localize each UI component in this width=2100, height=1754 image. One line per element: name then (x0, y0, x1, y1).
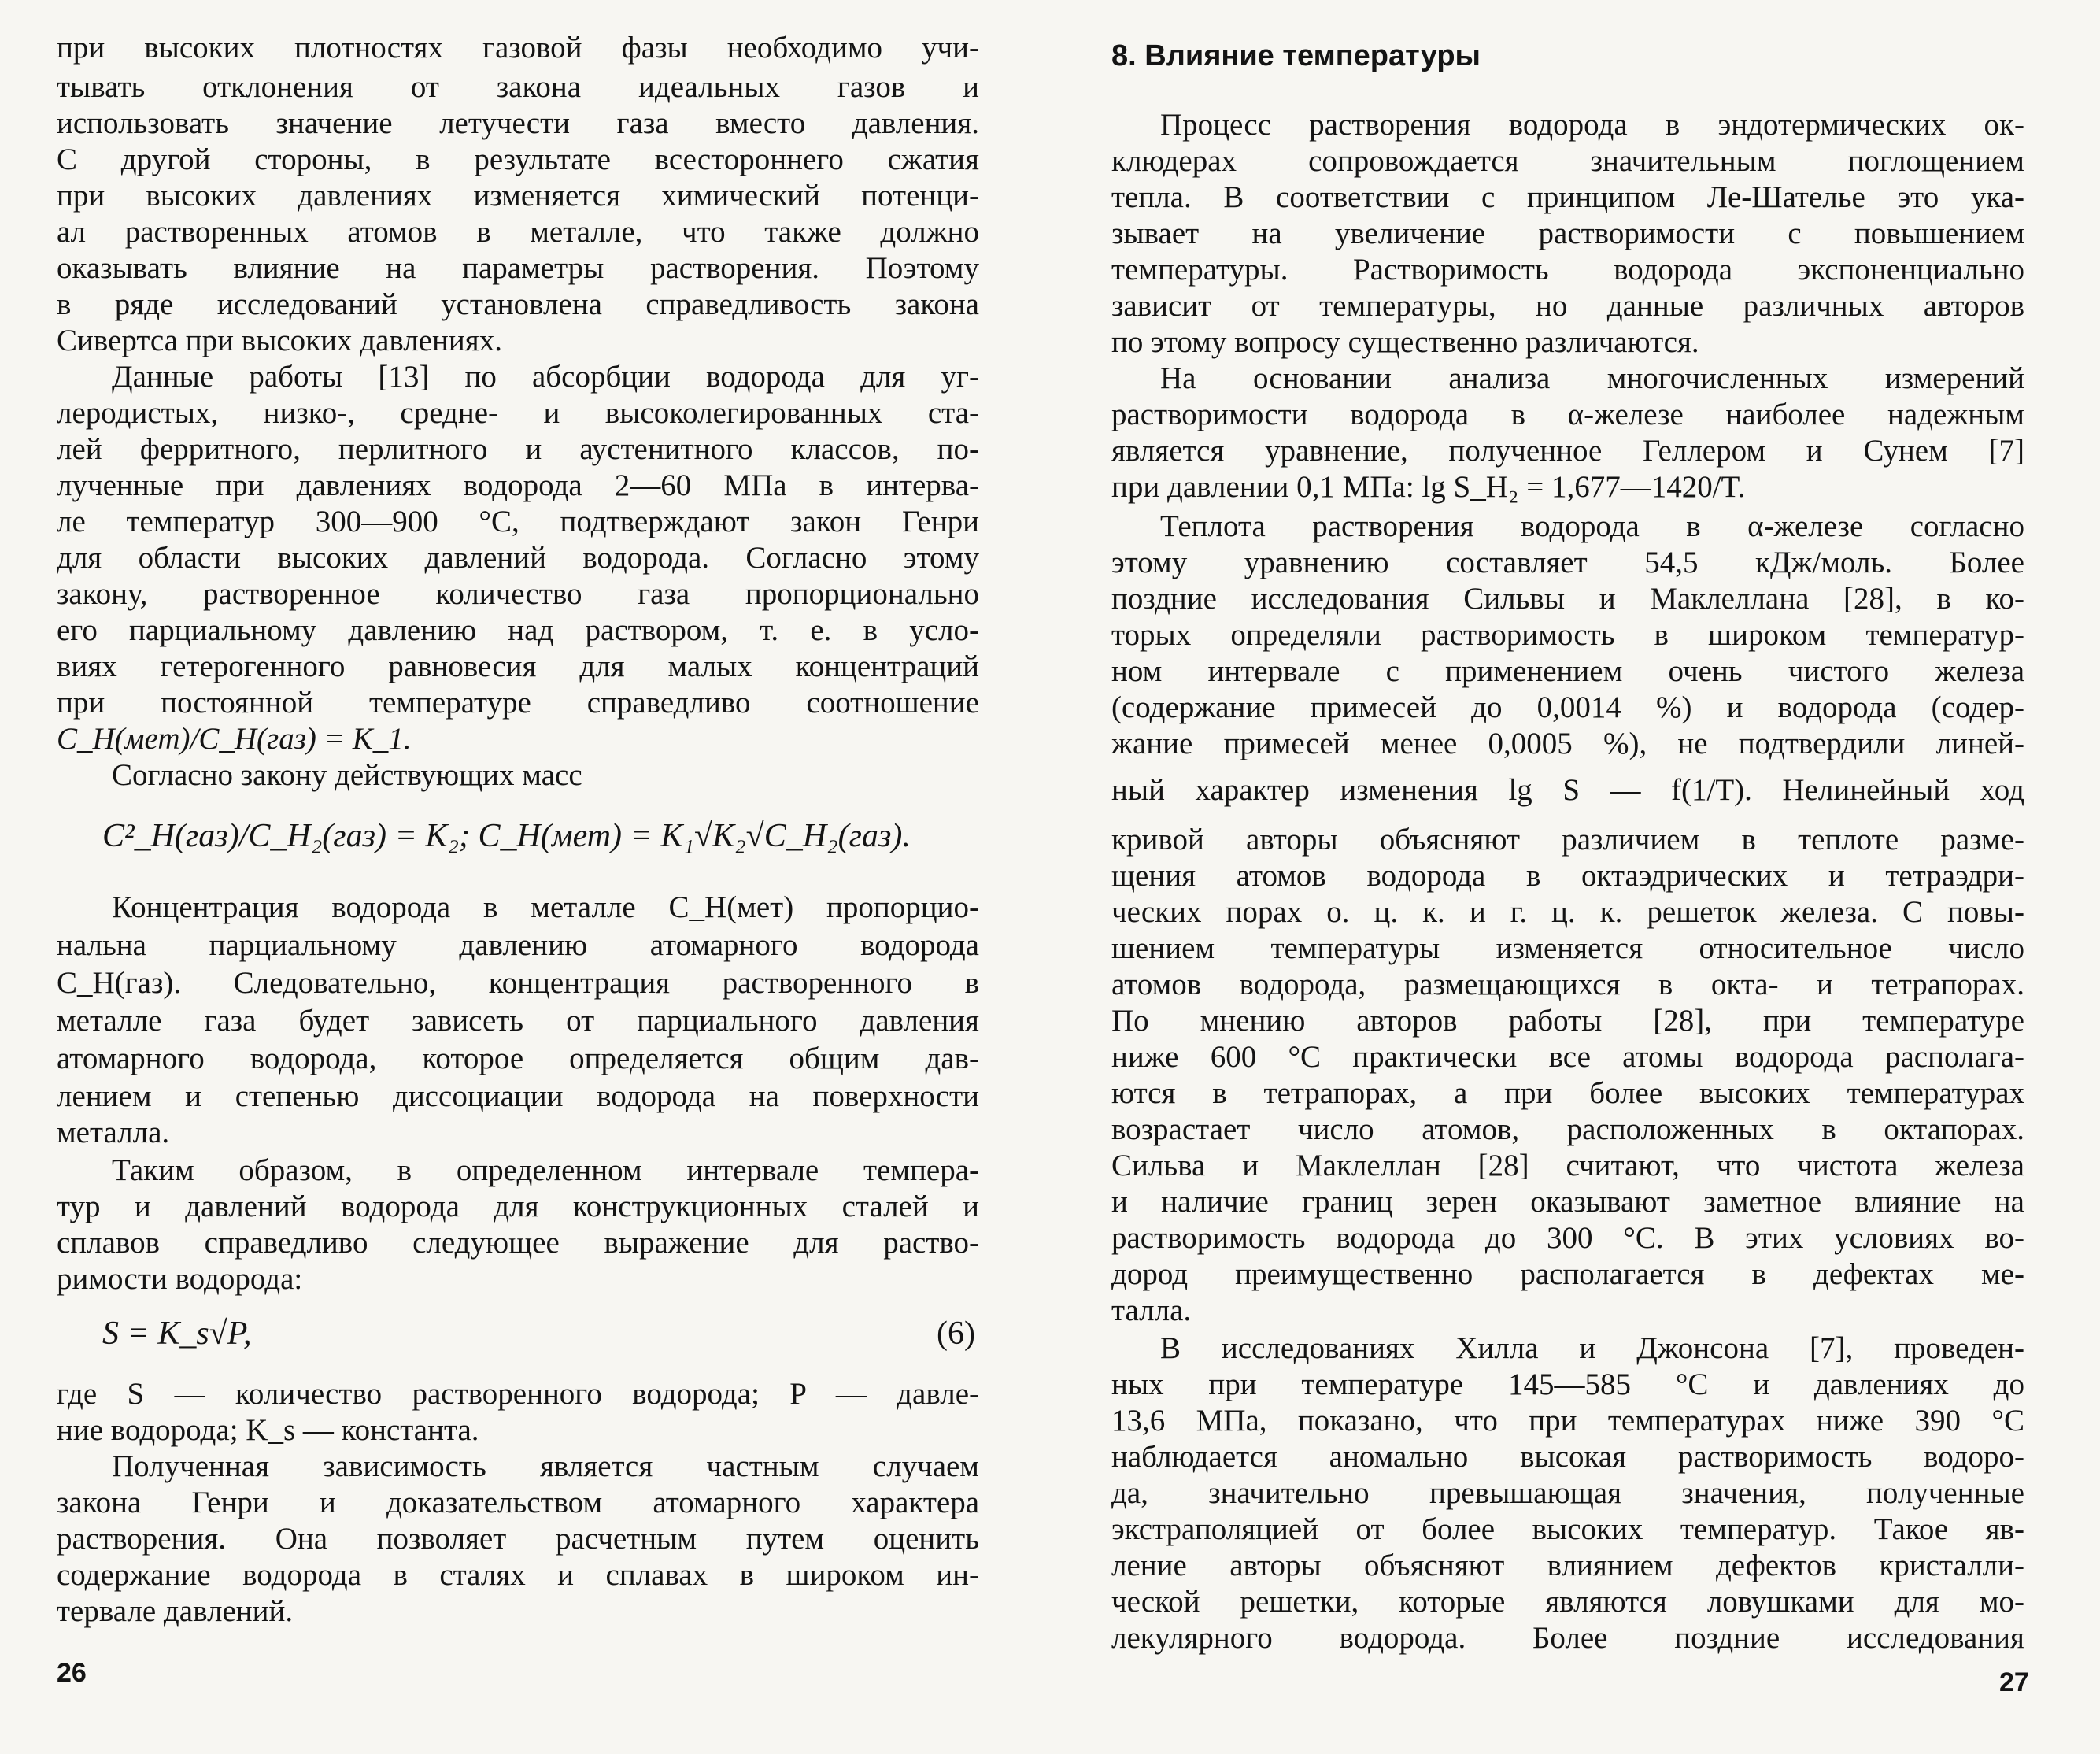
section-heading: 8. Влияние температуры (1111, 39, 1481, 72)
text-line: растворения. Она позволяет расчетным путем оценить (57, 1522, 979, 1556)
text-line: ческой решетки, которые являются ловушками для мо- (1111, 1585, 2024, 1619)
text-line: в ряде исследований установлена справедливость закона (57, 287, 979, 321)
text-line: леродистых, низко-, средне- и высоколегированных ста- (57, 396, 979, 430)
text-line: Таким образом, в определенном интервале темпера- (112, 1153, 979, 1187)
text-line: при давлении 0,1 МПа: lg S_H₂ = 1,677—1420/T. (1111, 470, 1746, 504)
text-line: щения атомов водорода в октаэдрических и тетраэдри- (1111, 859, 2024, 893)
formula-solubility: S = K_s√P, (102, 1316, 252, 1352)
text-line: В исследованиях Хилла и Джонсона [7], проведен- (1160, 1331, 2024, 1365)
text-line: (содержание примесей до 0,0014 %) и водорода (содер- (1111, 690, 2024, 724)
text-line: кривой авторы объясняют различием в теплоте разме- (1111, 823, 2024, 857)
text-line: лученные при давлениях водорода 2—60 МПа в интерва- (57, 468, 979, 502)
text-line: По мнению авторов работы [28], при температуре (1111, 1004, 2024, 1038)
text-line: зависит от температуры, но данные различных авторов (1111, 289, 2024, 323)
text-line: лением и степенью диссоциации водорода на поверхности (57, 1079, 979, 1113)
text-line: ческих порах о. ц. к. и г. ц. к. решеток железа. С повы- (1111, 895, 2024, 929)
text-line: Процесс растворения водорода в эндотермических ок- (1160, 108, 2024, 142)
text-line: металле газа будет зависеть от парциального давления (57, 1004, 979, 1038)
text-line: металла. (57, 1116, 170, 1149)
text-line: закона Генри и доказательством атомарного характера (57, 1486, 979, 1519)
text-line: C_H(газ). Следовательно, концентрация растворенного в (57, 966, 979, 1000)
page-number: 27 (1999, 1667, 2029, 1697)
text-line: нальна парциальному давлению атомарного водорода (57, 928, 979, 962)
page-number: 26 (57, 1658, 87, 1688)
text-line: Концентрация водорода в металле C_H(мет) пропорцио- (112, 890, 979, 924)
text-line: Согласно закону действующих масс (112, 758, 582, 792)
text-line: является уравнение, полученное Геллером и Сунем [7] (1111, 434, 2024, 468)
text-line: торых определяли растворимость в широком температур- (1111, 618, 2024, 652)
text-line: ал растворенных атомов в металле, что также должно (57, 215, 979, 249)
formula-mass-action: C²_H(газ)/C_H₂(газ) = K₂; C_H(мет) = K₁√K₂√C_H₂(газ). (102, 818, 911, 854)
text-line: ются в тетрапорах, а при более высоких температурах (1111, 1076, 2024, 1110)
text-line: лекулярного водорода. Более поздние исследования (1111, 1621, 2024, 1655)
text-line: температуры. Растворимость водорода экспоненциально (1111, 253, 2024, 287)
text-line: и наличие границ зерен оказывают заметное влияние на (1111, 1185, 2024, 1219)
text-line: тывать отклонения от закона идеальных газов и (57, 70, 979, 104)
text-line: атомарного водорода, которое определяется общим дав- (57, 1042, 979, 1075)
text-line: при постоянной температуре справедливо соотношение (57, 686, 979, 720)
text-line: ный характер изменения lg S — f(1/T). Нелинейный ход (1111, 773, 2024, 807)
text-line: для области высоких давлений водорода. Согласно этому (57, 541, 979, 575)
text-line: виях гетерогенного равновесия для малых концентраций (57, 649, 979, 683)
text-line: закону, растворенное количество газа пропорционально (57, 577, 979, 611)
text-line: растворимость водорода до 300 °С. В этих условиях во- (1111, 1221, 2024, 1255)
text-line: оказывать влияние на параметры растворения. Поэтому (57, 251, 979, 285)
text-line: наблюдается аномально высокая растворимость водоро- (1111, 1440, 2024, 1474)
text-line: талла. (1111, 1293, 1192, 1327)
text-line: Сильва и Маклеллан [28] считают, что чистота железа (1111, 1149, 2024, 1182)
text-line: тепла. В соответствии с принципом Ле-Шателье это ука- (1111, 180, 2024, 214)
equation-number: (6) (937, 1316, 975, 1352)
text-line: атомов водорода, размещающихся в окта- и тетрапорах. (1111, 968, 2024, 1001)
text-line: содержание водорода в сталях и сплавах в широком ин- (57, 1558, 979, 1592)
text-line: шением температуры изменяется относительное число (1111, 931, 2024, 965)
text-line: тервале давлений. (57, 1594, 294, 1628)
text-line: ном интервале с применением очень чистого железа (1111, 654, 2024, 688)
text-line: этому уравнению составляет 54,5 кДж/моль. Более (1111, 546, 2024, 579)
text-line: дород преимущественно располагается в дефектах ме- (1111, 1257, 2024, 1291)
text-line: поздние исследования Сильвы и Маклеллана [28], в ко- (1111, 582, 2024, 616)
text-line: зывает на увеличение растворимости с повышением (1111, 216, 2024, 250)
text-line: использовать значение летучести газа вместо давления. (57, 106, 979, 140)
text-line: экстраполяцией от более высоких температур. Такое яв- (1111, 1512, 2024, 1546)
text-line: да, значительно превышающая значения, полученные (1111, 1476, 2024, 1510)
text-line: при высоких плотностях газовой фазы необходимо учи- (57, 31, 979, 65)
text-line: растворимости водорода в α-железе наиболее надежным (1111, 398, 2024, 431)
text-line: по этому вопросу существенно различаются. (1111, 325, 1699, 359)
formula-line: C_H(мет)/C_H(газ) = K_1. (57, 722, 412, 756)
text-line: ление авторы объясняют влиянием дефектов кристалли- (1111, 1549, 2024, 1582)
text-line: лей ферритного, перлитного и аустенитного классов, по- (57, 432, 979, 466)
text-line: ных при температуре 145—585 °С и давлениях до (1111, 1367, 2024, 1401)
text-line: Теплота растворения водорода в α-железе согласно (1160, 509, 2024, 543)
text-line: римости водорода: (57, 1262, 303, 1296)
text-line: его парциальному давлению над раствором, т. е. в усло- (57, 613, 979, 647)
text-line: С другой стороны, в результате всестороннего сжатия (57, 142, 979, 176)
text-line: клюдерах сопровождается значительным поглощением (1111, 144, 2024, 178)
text-line: На основании анализа многочисленных измерений (1160, 361, 2024, 395)
text-line: ние водорода; K_s — константа. (57, 1413, 479, 1447)
text-line: Данные работы [13] по абсорбции водорода для уг- (112, 360, 979, 394)
text-line: ниже 600 °С практически все атомы водорода располага- (1111, 1040, 2024, 1074)
text-line: жание примесей менее 0,0005 %), не подтвердили линей- (1111, 727, 2024, 760)
text-line: где S — количество растворенного водорода; P — давле- (57, 1377, 979, 1411)
text-line: тур и давлений водорода для конструкционных сталей и (57, 1190, 979, 1223)
text-line: сплавов справедливо следующее выражение для раство- (57, 1226, 979, 1260)
text-line: при высоких давлениях изменяется химический потенци- (57, 179, 979, 213)
text-line: Полученная зависимость является частным случаем (112, 1449, 979, 1483)
text-line: Сивертса при высоких давлениях. (57, 324, 502, 357)
text-line: 13,6 МПа, показано, что при температурах ниже 390 °С (1111, 1404, 2024, 1438)
text-line: возрастает число атомов, расположенных в октапорах. (1111, 1112, 2024, 1146)
right-page (1050, 0, 2100, 1754)
text-line: ле температур 300—900 °С, подтверждают закон Генри (57, 505, 979, 538)
